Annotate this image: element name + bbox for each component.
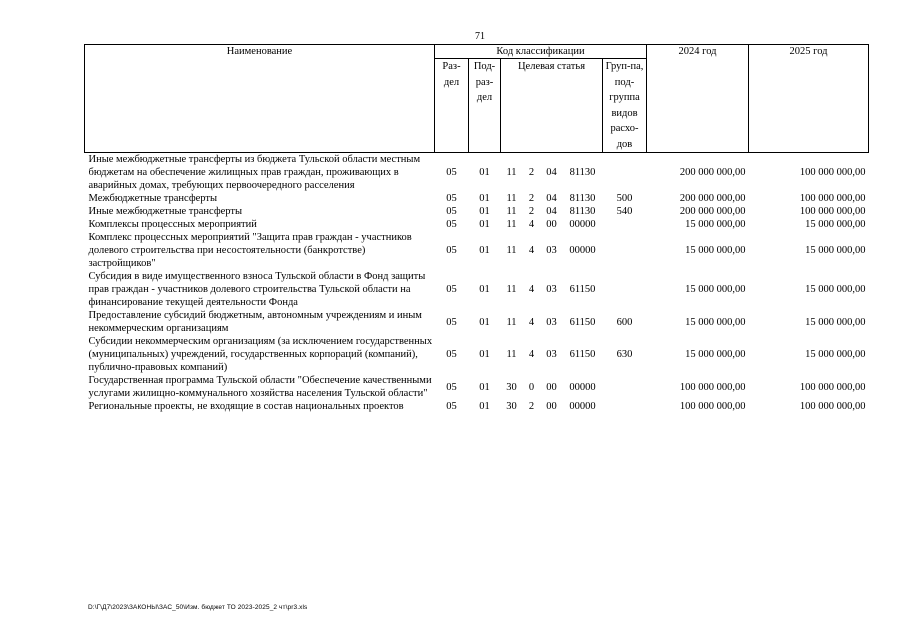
row-target-4: 00000 xyxy=(569,219,596,230)
row-target-1: 30 xyxy=(506,401,517,412)
table-row xyxy=(85,205,869,218)
row-amount-2025: 15 000 000,00 xyxy=(805,316,866,328)
row-amount-2024: 100 000 000,00 xyxy=(679,381,746,393)
row-target-3: 00 xyxy=(546,401,557,412)
row-target-2: 2 xyxy=(528,167,535,178)
row-target-2: 4 xyxy=(528,349,535,360)
row-amount-2025: 100 000 000,00 xyxy=(799,401,866,412)
row-group: 540 xyxy=(616,206,633,217)
row-target-1: 11 xyxy=(506,349,517,360)
table-row xyxy=(85,153,869,193)
row-amount-2024: 15 000 000,00 xyxy=(685,245,746,256)
header-2024: 2024 год xyxy=(647,45,749,153)
row-target-2: 2 xyxy=(528,193,535,204)
row-target-3: 04 xyxy=(546,193,557,204)
header-razdel: Раз-дел xyxy=(435,59,469,153)
row-target-2: 2 xyxy=(528,206,535,217)
row-podrazdel: 01 xyxy=(479,349,490,360)
row-podrazdel: 01 xyxy=(479,316,490,328)
row-target-2: 4 xyxy=(528,219,535,230)
row-target-4: 00000 xyxy=(569,381,596,393)
row-target-1: 11 xyxy=(506,284,517,295)
row-target-3: 03 xyxy=(546,284,557,295)
row-target-4: 00000 xyxy=(569,401,596,412)
file-path-footer: D:\Г\Д7\2023\ЗАКОНЫ\ЗАС_50\Изм. бюджет ТО 2023-2025_2 чт\pr3.xls xyxy=(88,604,308,611)
row-target-4: 00000 xyxy=(569,245,596,256)
row-group xyxy=(603,153,647,193)
row-razdel: 05 xyxy=(446,167,457,178)
row-group: 630 xyxy=(616,349,633,360)
header-group: Груп-па, под-группа видов расхо-дов xyxy=(603,59,647,153)
row-amount-2025: 15 000 000,00 xyxy=(805,284,866,295)
row-target-3: 04 xyxy=(546,206,557,217)
row-razdel: 05 xyxy=(446,193,457,204)
row-amount-2025: 100 000 000,00 xyxy=(799,167,866,178)
table-row xyxy=(85,218,869,231)
row-podrazdel: 01 xyxy=(479,284,490,295)
row-group xyxy=(603,231,647,270)
row-podrazdel: 01 xyxy=(479,167,490,178)
row-target-3: 00 xyxy=(546,381,557,393)
row-target-4: 61150 xyxy=(569,349,596,360)
row-target-1: 11 xyxy=(506,219,517,230)
row-name: Иные межбюджетные трансферты из бюджета Тульской области местным бюджетам на обеспечение жилищных прав граждан, проживающих в аварийных домах, требующих первоочередного расселения xyxy=(88,154,421,191)
table-row xyxy=(85,335,869,374)
header-target: Целевая статья xyxy=(501,59,603,153)
row-razdel: 05 xyxy=(446,245,457,256)
row-target-3: 03 xyxy=(546,316,557,328)
table-row xyxy=(85,231,869,270)
table-row xyxy=(85,309,869,335)
row-target-4: 61150 xyxy=(569,284,596,295)
row-target-1: 11 xyxy=(506,167,517,178)
row-group: 500 xyxy=(616,193,633,204)
header-2025: 2025 год xyxy=(749,45,869,153)
row-amount-2025: 15 000 000,00 xyxy=(805,219,866,230)
row-amount-2025: 100 000 000,00 xyxy=(799,193,866,204)
table-row xyxy=(85,192,869,205)
row-target-1: 11 xyxy=(506,245,517,256)
row-target-4: 81130 xyxy=(569,193,596,204)
row-group xyxy=(603,374,647,400)
row-name: Субсидия в виде имущественного взноса Тульской области в Фонд защиты прав граждан - участников долевого строительства Тульской области на финансирование текущей деятельности Фонда xyxy=(88,271,426,308)
row-name: Субсидии некоммерческим организациям (за исключением государственных (муниципальных) учреждений, государственных корпораций (компаний), публично-правовых компаний) xyxy=(88,336,433,373)
row-group xyxy=(603,400,647,413)
row-name: Комплекс процессных мероприятий "Защита прав граждан - участников долевого строительства при несостоятельности (банкротстве) застройщиков" xyxy=(88,232,412,269)
row-target-3: 04 xyxy=(546,167,557,178)
row-target-1: 11 xyxy=(506,206,517,217)
header-row-top xyxy=(85,45,869,59)
row-target-1: 11 xyxy=(506,193,517,204)
row-podrazdel: 01 xyxy=(479,206,490,217)
header-code: Код классификации xyxy=(435,45,647,59)
row-name: Государственная программа Тульской области "Обеспечение качественными услугами жилищно-коммунального хозяйства населения Тульской области" xyxy=(88,375,432,399)
row-amount-2024: 200 000 000,00 xyxy=(679,206,746,217)
row-target-1: 11 xyxy=(506,316,517,328)
row-name: Региональные проекты, не входящие в состав национальных проектов xyxy=(88,401,404,412)
row-target-2: 4 xyxy=(528,245,535,256)
row-podrazdel: 01 xyxy=(479,193,490,204)
row-amount-2024: 15 000 000,00 xyxy=(685,284,746,295)
row-target-3: 03 xyxy=(546,349,557,360)
row-podrazdel: 01 xyxy=(479,381,490,393)
row-group: 600 xyxy=(616,316,633,328)
row-target-1: 30 xyxy=(506,381,517,393)
header-podrazdel: Под-раз-дел xyxy=(469,59,501,153)
row-razdel: 05 xyxy=(446,206,457,217)
row-amount-2024: 100 000 000,00 xyxy=(679,401,746,412)
row-amount-2024: 15 000 000,00 xyxy=(685,349,746,360)
row-group xyxy=(603,270,647,309)
row-target-3: 00 xyxy=(546,219,557,230)
row-amount-2024: 200 000 000,00 xyxy=(679,167,746,178)
row-razdel: 05 xyxy=(446,401,457,412)
table-row xyxy=(85,374,869,400)
row-group xyxy=(603,218,647,231)
row-amount-2025: 15 000 000,00 xyxy=(805,349,866,360)
row-razdel: 05 xyxy=(446,316,457,328)
row-razdel: 05 xyxy=(446,284,457,295)
row-target-4: 81130 xyxy=(569,167,596,178)
row-target-4: 61150 xyxy=(569,316,596,328)
budget-table xyxy=(84,44,869,413)
table-row xyxy=(85,400,869,413)
row-name: Комплексы процессных мероприятий xyxy=(88,219,257,230)
row-target-4: 81130 xyxy=(569,206,596,217)
row-amount-2025: 100 000 000,00 xyxy=(799,206,866,217)
row-name: Предоставление субсидий бюджетным, автономным учреждениям и иным некоммерческим организациям xyxy=(88,310,422,334)
header-name: Наименование xyxy=(85,45,435,153)
row-target-3: 03 xyxy=(546,245,557,256)
row-podrazdel: 01 xyxy=(479,245,490,256)
table-row xyxy=(85,270,869,309)
row-amount-2025: 100 000 000,00 xyxy=(799,381,866,393)
table-body xyxy=(85,153,869,414)
row-razdel: 05 xyxy=(446,381,457,393)
row-razdel: 05 xyxy=(446,219,457,230)
row-name: Межбюджетные трансферты xyxy=(88,193,218,204)
row-name: Иные межбюджетные трансферты xyxy=(88,206,243,217)
row-podrazdel: 01 xyxy=(479,219,490,230)
row-target-2: 4 xyxy=(528,316,535,328)
page-number: 71 xyxy=(475,31,485,42)
row-amount-2024: 200 000 000,00 xyxy=(679,193,746,204)
row-target-2: 4 xyxy=(528,284,535,295)
row-target-2: 0 xyxy=(528,381,535,393)
row-target-2: 2 xyxy=(528,401,535,412)
row-amount-2024: 15 000 000,00 xyxy=(685,316,746,328)
row-amount-2024: 15 000 000,00 xyxy=(685,219,746,230)
row-amount-2025: 15 000 000,00 xyxy=(805,245,866,256)
row-razdel: 05 xyxy=(446,349,457,360)
row-podrazdel: 01 xyxy=(479,401,490,412)
